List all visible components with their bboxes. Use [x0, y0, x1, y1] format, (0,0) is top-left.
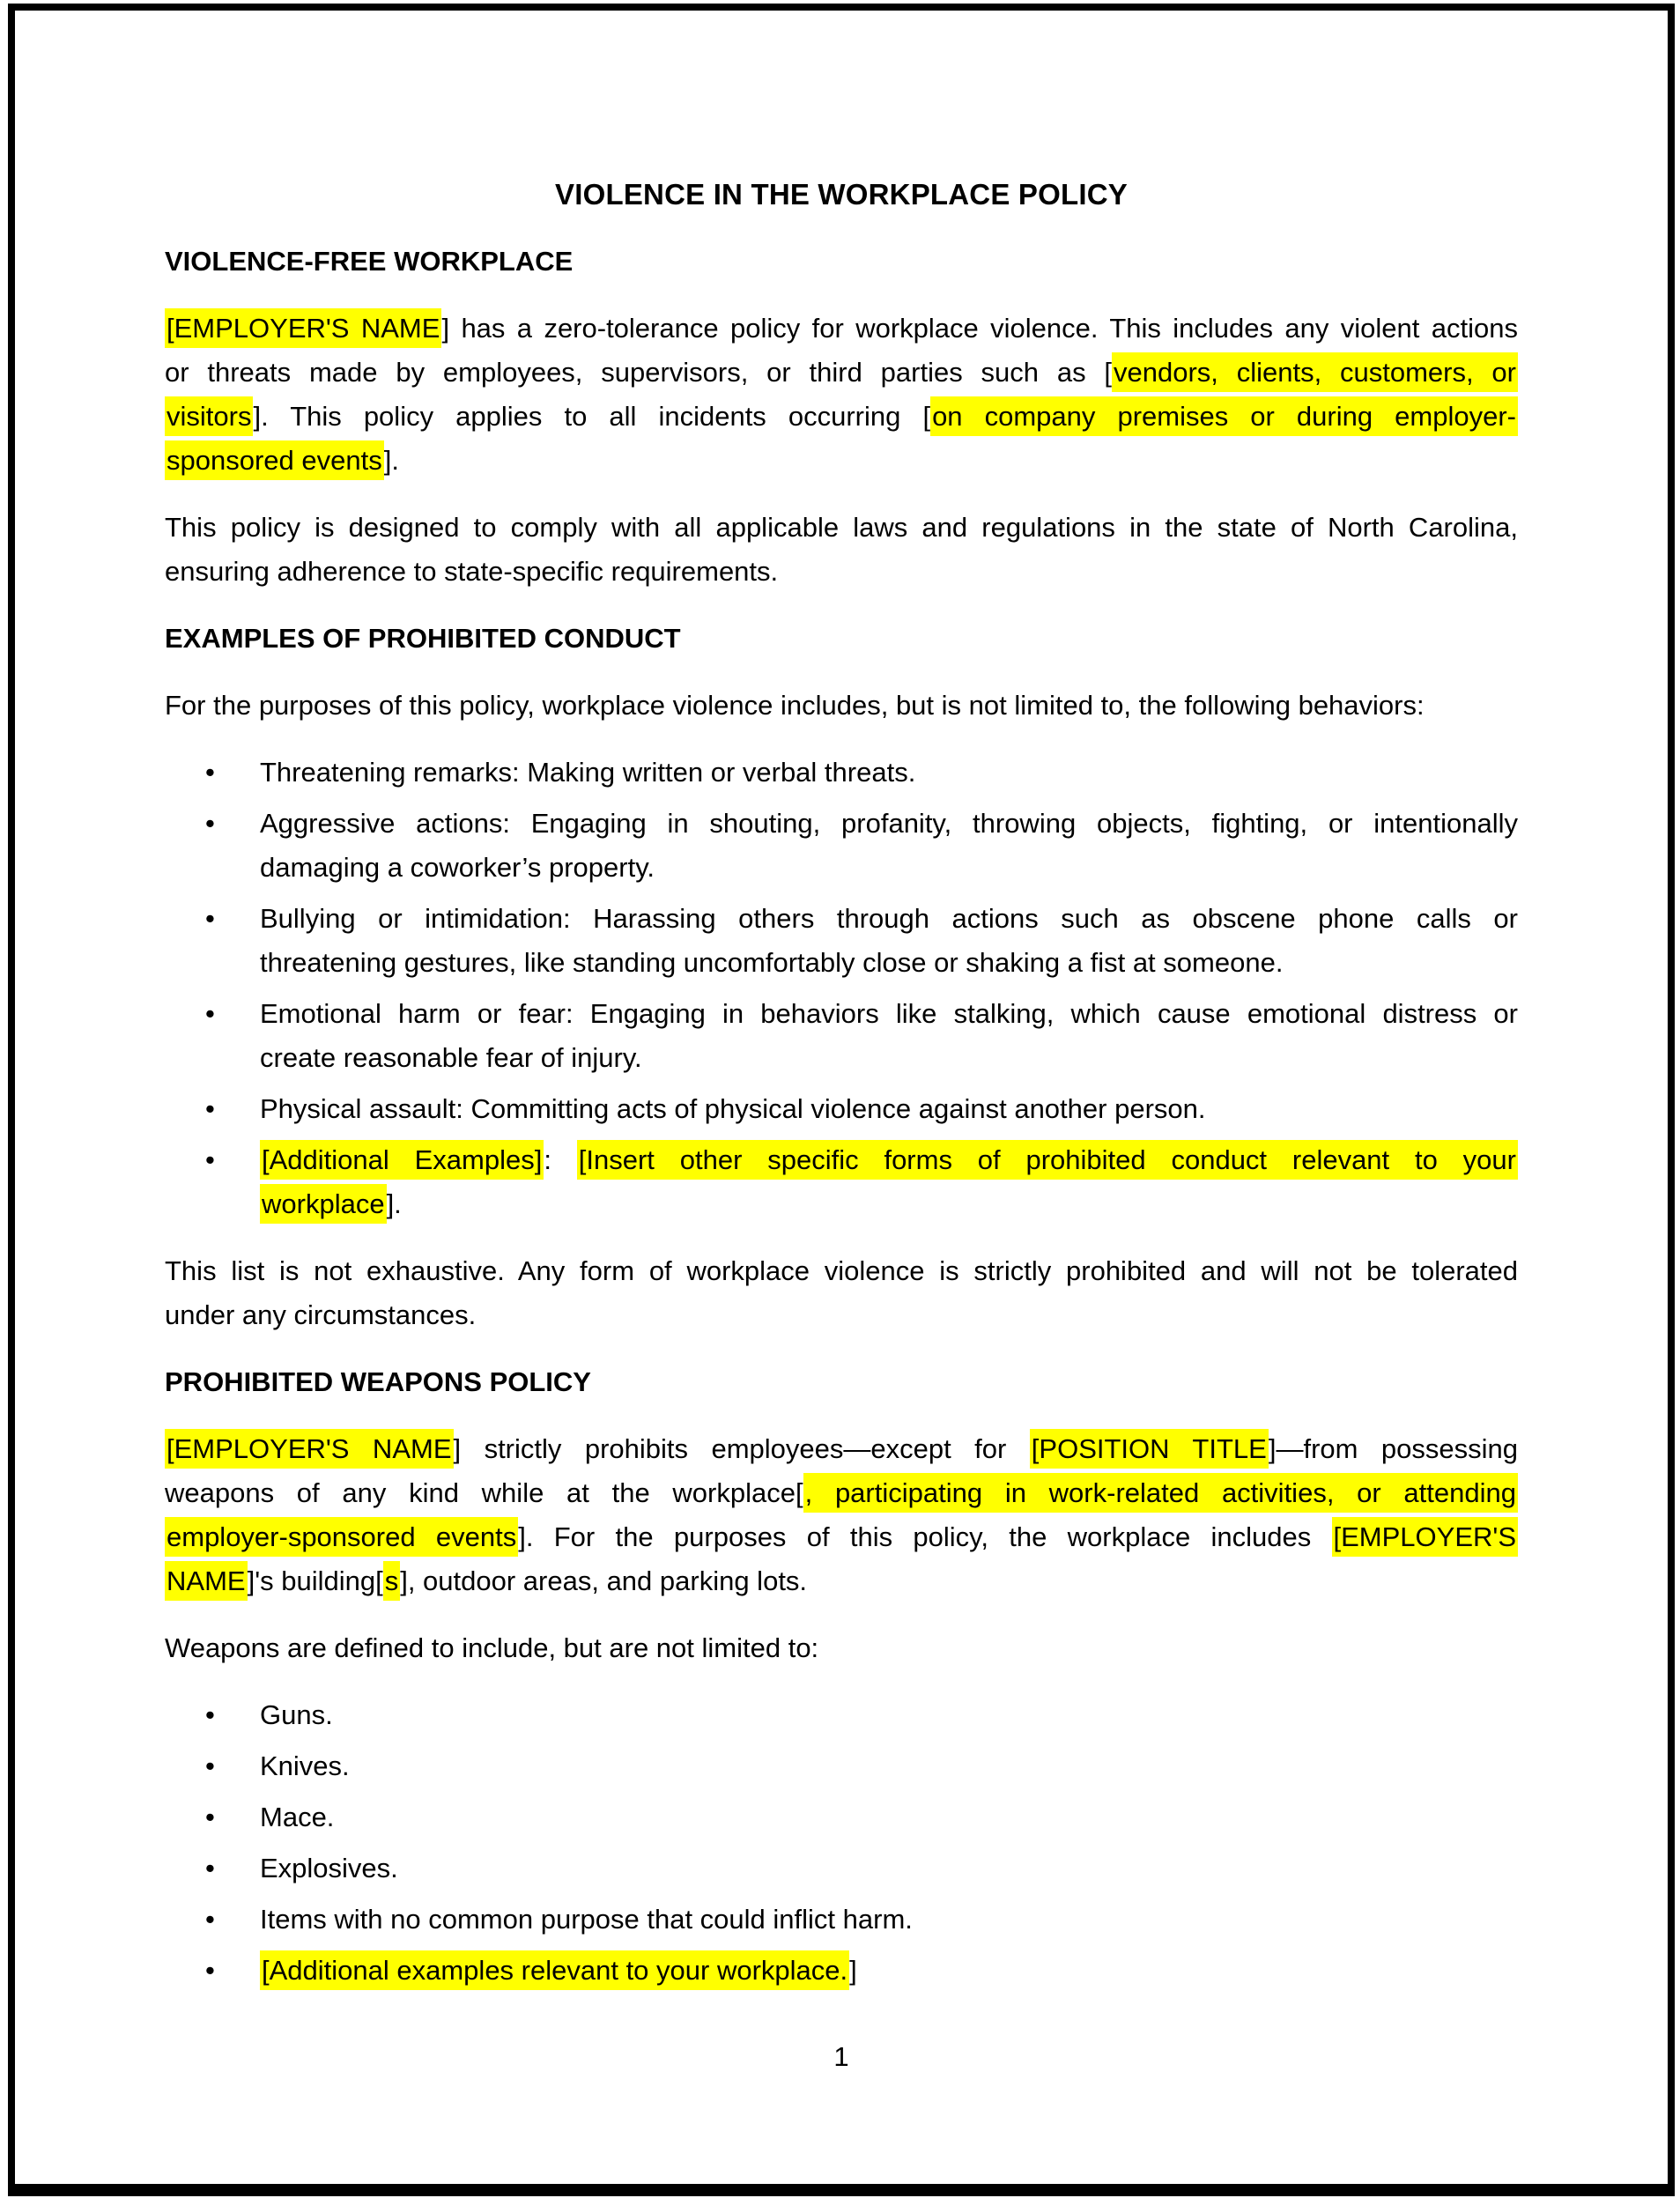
bullet-icon: • — [205, 757, 215, 788]
text-line — [260, 1138, 1518, 1182]
highlighted-placeholder: on company premises or during employer- — [930, 396, 1518, 436]
text-line — [260, 846, 1518, 890]
text-segment: Explosives. — [260, 1853, 398, 1883]
text-line — [165, 439, 1518, 483]
text-segment: ]'s building[ — [247, 1565, 383, 1596]
text-line — [165, 506, 1518, 550]
text-segment: damaging a coworker’s property. — [260, 852, 655, 883]
bullet-icon: • — [205, 1955, 215, 1986]
list-item — [165, 802, 1518, 890]
text-segment: This policy is designed to comply with all applicable laws and regulations in the state of North Carolina, — [165, 512, 1518, 543]
document-body — [165, 240, 1518, 1993]
highlighted-placeholder: NAME — [165, 1561, 248, 1601]
text-segment: create reasonable fear of injury. — [260, 1042, 642, 1073]
text-segment: ]—from possessing — [1268, 1433, 1518, 1464]
highlighted-placeholder: sponsored events — [165, 440, 384, 480]
document-title: VIOLENCE IN THE WORKPLACE POLICY — [555, 178, 1128, 211]
text-segment: Bullying or intimidation: Harassing others through actions such as obscene phone calls or — [260, 903, 1518, 934]
highlighted-placeholder: [EMPLOYER'S NAME — [165, 308, 441, 348]
text-line — [260, 941, 1518, 985]
text-segment: threatening gestures, like standing uncomfortably close or shaking a fist at someone. — [260, 947, 1284, 978]
text-segment: Physical assault: Committing acts of physical violence against another person. — [260, 1093, 1206, 1124]
bullet-list — [165, 1693, 1518, 1993]
text-segment: weapons of any kind while at the workplace[ — [165, 1477, 803, 1508]
text-segment: ]. This policy applies to all incidents occurring [ — [253, 401, 931, 432]
text-line — [165, 1626, 1518, 1670]
text-line — [260, 1087, 1518, 1131]
section-heading: EXAMPLES OF PROHIBITED CONDUCT — [165, 623, 681, 654]
list-item — [165, 1693, 1518, 1737]
page-border-frame — [8, 4, 1675, 2196]
paragraph — [165, 307, 1518, 483]
text-segment: ensuring adherence to state-specific requirements. — [165, 556, 779, 587]
highlighted-placeholder: workplace — [260, 1184, 387, 1224]
text-line — [165, 1515, 1518, 1559]
list-item — [165, 1846, 1518, 1891]
text-segment: : — [544, 1144, 577, 1175]
bullet-icon: • — [205, 1853, 215, 1883]
text-line — [260, 1898, 1518, 1942]
text-line — [260, 1182, 1518, 1226]
text-segment: ] strictly prohibits employees—except for — [453, 1433, 1030, 1464]
highlighted-placeholder: [EMPLOYER'S NAME — [165, 1429, 454, 1469]
highlighted-placeholder: visitors — [165, 396, 253, 436]
paragraph — [165, 1427, 1518, 1603]
list-item — [165, 992, 1518, 1080]
text-segment: Items with no common purpose that could inflict harm. — [260, 1904, 913, 1935]
bullet-icon: • — [205, 1904, 215, 1935]
text-segment: ]. — [386, 1188, 402, 1219]
text-line — [165, 307, 1518, 351]
text-segment: ]. For the purposes of this policy, the workplace includes — [518, 1521, 1332, 1552]
text-segment: Weapons are defined to include, but are not limited to: — [165, 1632, 819, 1663]
paragraph — [165, 684, 1518, 728]
bullet-icon: • — [205, 1144, 215, 1175]
list-item — [165, 751, 1518, 795]
text-line — [165, 550, 1518, 594]
text-line — [260, 1036, 1518, 1080]
list-item — [165, 1744, 1518, 1788]
text-line — [165, 1249, 1518, 1293]
list-item — [165, 897, 1518, 985]
text-line — [165, 1559, 1518, 1603]
highlighted-placeholder: [POSITION TITLE — [1030, 1429, 1269, 1469]
text-segment: Threatening remarks: Making written or verbal threats. — [260, 757, 916, 788]
text-segment: or threats made by employees, supervisors, or third parties such as [ — [165, 357, 1112, 388]
paragraph — [165, 1626, 1518, 1670]
list-item — [165, 1949, 1518, 1993]
bullet-icon: • — [205, 1093, 215, 1124]
highlighted-placeholder: [Additional examples relevant to your workplace. — [260, 1950, 849, 1990]
bullet-list — [165, 751, 1518, 1226]
highlighted-placeholder: , participating in work-related activities, or attending — [803, 1473, 1518, 1513]
section-heading: VIOLENCE-FREE WORKPLACE — [165, 246, 574, 277]
text-segment: Guns. — [260, 1699, 333, 1730]
text-line — [165, 1293, 1518, 1337]
text-segment: ] has a zero-tolerance policy for workplace violence. This includes any violent actions — [441, 313, 1518, 344]
text-segment: ]. — [383, 445, 399, 476]
text-line — [165, 1427, 1518, 1471]
text-segment: Mace. — [260, 1802, 335, 1832]
text-line — [260, 992, 1518, 1036]
paragraph — [165, 506, 1518, 594]
section-heading: PROHIBITED WEAPONS POLICY — [165, 1366, 591, 1397]
highlighted-placeholder: vendors, clients, customers, or — [1112, 352, 1518, 392]
text-line — [165, 395, 1518, 439]
text-line — [260, 1949, 1518, 1993]
text-line — [260, 897, 1518, 941]
highlighted-placeholder: [Additional Examples] — [260, 1140, 544, 1180]
list-item — [165, 1795, 1518, 1839]
text-line — [260, 1795, 1518, 1839]
text-segment: This list is not exhaustive. Any form of workplace violence is strictly prohibited and will not be tolerated — [165, 1255, 1518, 1286]
paragraph — [165, 1249, 1518, 1337]
text-line — [260, 1744, 1518, 1788]
text-segment: Aggressive actions: Engaging in shouting, profanity, throwing objects, fighting, or intentionally — [260, 808, 1518, 839]
text-line — [260, 1693, 1518, 1737]
bullet-icon: • — [205, 1699, 215, 1730]
list-item — [165, 1898, 1518, 1942]
text-line — [260, 751, 1518, 795]
page-number: 1 — [833, 2041, 849, 2072]
list-item — [165, 1138, 1518, 1226]
bullet-icon: • — [205, 1802, 215, 1832]
text-line — [260, 1846, 1518, 1891]
text-segment: Emotional harm or fear: Engaging in behaviors like stalking, which cause emotional distress or — [260, 998, 1518, 1029]
text-segment: ] — [849, 1955, 857, 1986]
list-item — [165, 1087, 1518, 1131]
text-segment: under any circumstances. — [165, 1299, 477, 1330]
text-line — [260, 802, 1518, 846]
highlighted-placeholder: [EMPLOYER'S — [1332, 1517, 1518, 1557]
text-line — [165, 684, 1518, 728]
highlighted-placeholder: [Insert other specific forms of prohibited conduct relevant to your — [577, 1140, 1518, 1180]
text-segment: Knives. — [260, 1750, 350, 1781]
text-line — [165, 351, 1518, 395]
bullet-icon: • — [205, 808, 215, 839]
bullet-icon: • — [205, 998, 215, 1029]
text-line — [165, 1471, 1518, 1515]
text-segment: For the purposes of this policy, workplace violence includes, but is not limited to, the following behaviors: — [165, 690, 1425, 721]
highlighted-placeholder: employer-sponsored events — [165, 1517, 518, 1557]
highlighted-placeholder: s — [383, 1561, 401, 1601]
bullet-icon: • — [205, 1750, 215, 1781]
bullet-icon: • — [205, 903, 215, 934]
text-segment: ], outdoor areas, and parking lots. — [400, 1565, 808, 1596]
